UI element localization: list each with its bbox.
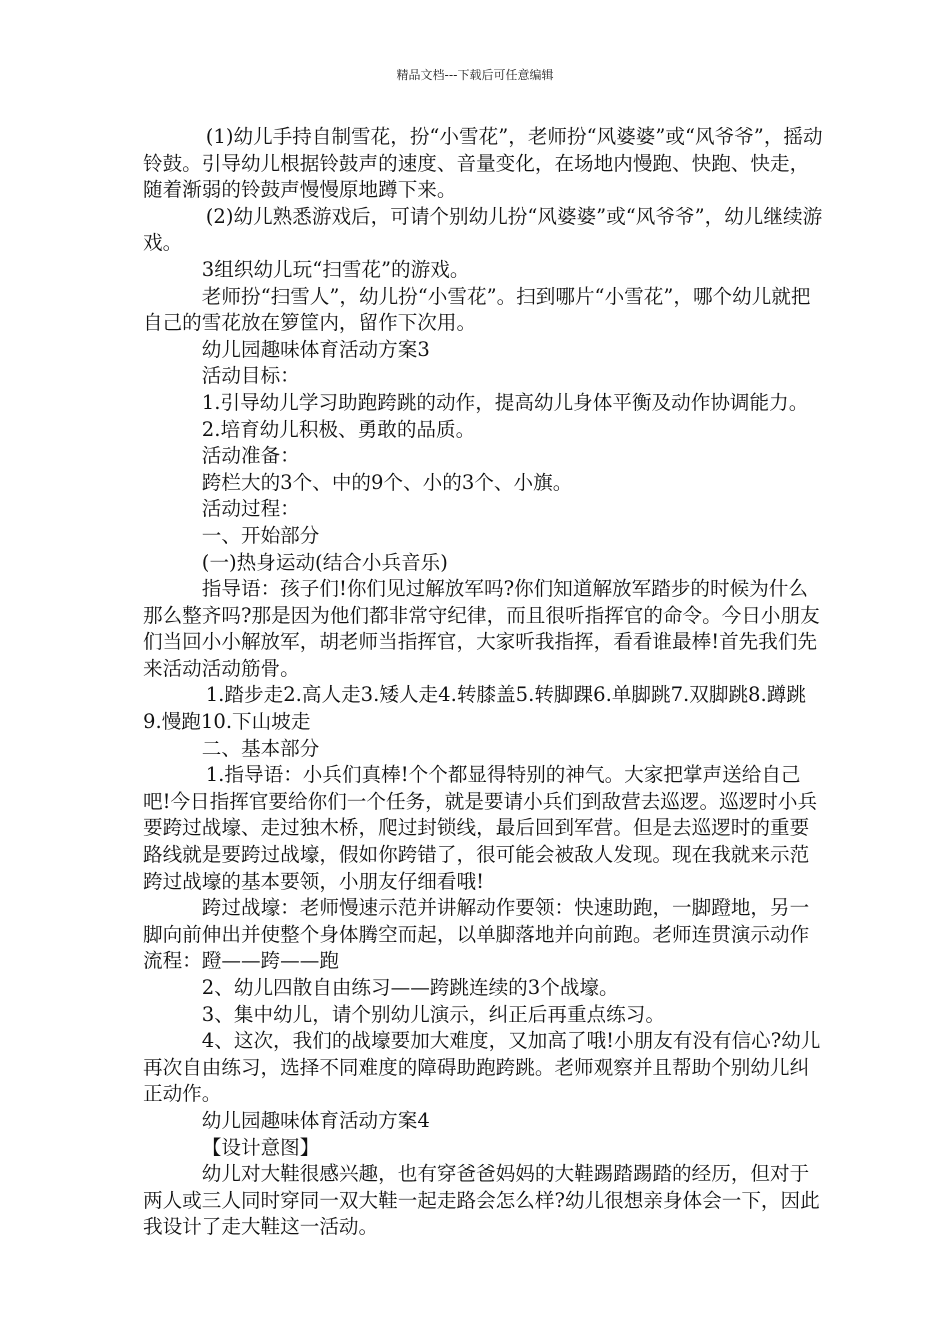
paragraph-preparation: 跨栏大的3个、中的9个、小的3个、小旗。: [201, 470, 573, 494]
paragraph-trench-demo: 跨过战壕：老师慢速示范并讲解动作要领：快速助跑，一脚蹬地，另一脚向前伸出并使整个身体腾空而起，以单脚落地并向前跑。老师连贯演示动作流程：蹬——跨——跑: [143, 896, 810, 973]
paragraph-game-step-1: (1)幼儿手持自制雪花，扮“小雪花”，老师扮“风婆婆”或“风爷爷”，摇动铃鼓。引导幼儿根据铃鼓声的速度、音量变化，在场地内慢跑、快跑、快走，随着渐弱的铃鼓声慢慢原地蹲下来。: [143, 125, 823, 202]
paragraph-goal-1: 1.引导幼儿学习助跑跨跳的动作，提高幼儿身体平衡及动作协调能力。: [201, 390, 809, 414]
heading-activity-preparation: 活动准备：: [201, 444, 300, 468]
paragraph-goal-2: 2.培育幼儿积极、勇敢的品质。: [201, 417, 476, 441]
paragraph-design-intent: 幼儿对大鞋很感兴趣，也有穿爸爸妈妈的大鞋踢踏踢踏的经历，但对于两人或三人同时穿同一双大鞋一起走路会怎么样?幼儿很想亲身体会一下，因此我设计了走大鞋这一活动。: [143, 1162, 820, 1239]
heading-design-intent: 【设计意图】: [201, 1135, 320, 1159]
heading-activity-process: 活动过程：: [201, 497, 300, 521]
heading-start-part: 一、开始部分: [201, 523, 320, 547]
paragraph-sweep-snow-rules: 老师扮“扫雪人”，幼儿扮“小雪花”。扫到哪片“小雪花”，哪个幼儿就把自己的雪花放在箩筐内，留作下次用。: [143, 284, 811, 335]
paragraph-warm-up-instructions: 指导语：孩子们!你们见过解放军吗?你们知道解放军踏步的时候为什么那么整齐吗?那是因为他们都非常守纪律，而且很听指挥官的命令。今日小朋友们当回小小解放军，胡老师当指挥官，大家听我指挥，看看谁最棒!首先我们先来活动活动筋骨。: [143, 577, 820, 680]
paragraph-increased-difficulty: 4、这次，我们的战壕要加大难度，又加高了哦!小朋友有没有信心?幼儿再次自由练习，选择不同难度的障碍助跑跨跳。老师观察并且帮助个别幼儿纠正动作。: [143, 1029, 821, 1106]
heading-basic-part: 二、基本部分: [201, 736, 320, 760]
paragraph-sweep-snow-game: 3组织幼儿玩“扫雪花”的游戏。: [201, 257, 470, 281]
heading-warm-up: (一)热身运动(结合小兵音乐): [201, 550, 448, 574]
section-title-plan-3: 幼儿园趣味体育活动方案3: [201, 337, 430, 361]
paragraph-warm-up-moves: 1.踏步走2.高人走3.矮人走4.转膝盖5.转脚踝6.单脚跳7.双脚跳8.蹲跳9.慢跑10.下山坡走: [143, 683, 806, 734]
document-body: [143, 124, 823, 1241]
paragraph-game-step-2: (2)幼儿熟悉游戏后，可请个别幼儿扮“风婆婆”或“风爷爷”，幼儿继续游戏。: [143, 204, 823, 255]
paragraph-free-practice: 2、幼儿四散自由练习——跨跳连续的3个战壕。: [201, 976, 619, 999]
page-header: 精品文档---下载后可任意编辑: [396, 68, 554, 82]
paragraph-demonstration: 3、集中幼儿，请个别幼儿演示，纠正后再重点练习。: [201, 1002, 665, 1026]
section-title-plan-4: 幼儿园趣味体育活动方案4: [201, 1108, 430, 1132]
heading-activity-goals: 活动目标：: [201, 364, 300, 388]
paragraph-basic-instructions: 1.指导语：小兵们真棒!个个都显得特别的神气。大家把掌声送给自己吧!今日指挥官要给你们一个任务，就是要请小兵们到敌营去巡逻。巡逻时小兵要跨过战壕、走过独木桥，爬过封锁线，最后回到军营。但是去巡逻时的重要路线就是要跨过战壕，假如你跨错了，很可能会被敌人发现。现在我就来示范跨过战壕的基本要领，小朋友仔细看哦!: [143, 763, 818, 893]
